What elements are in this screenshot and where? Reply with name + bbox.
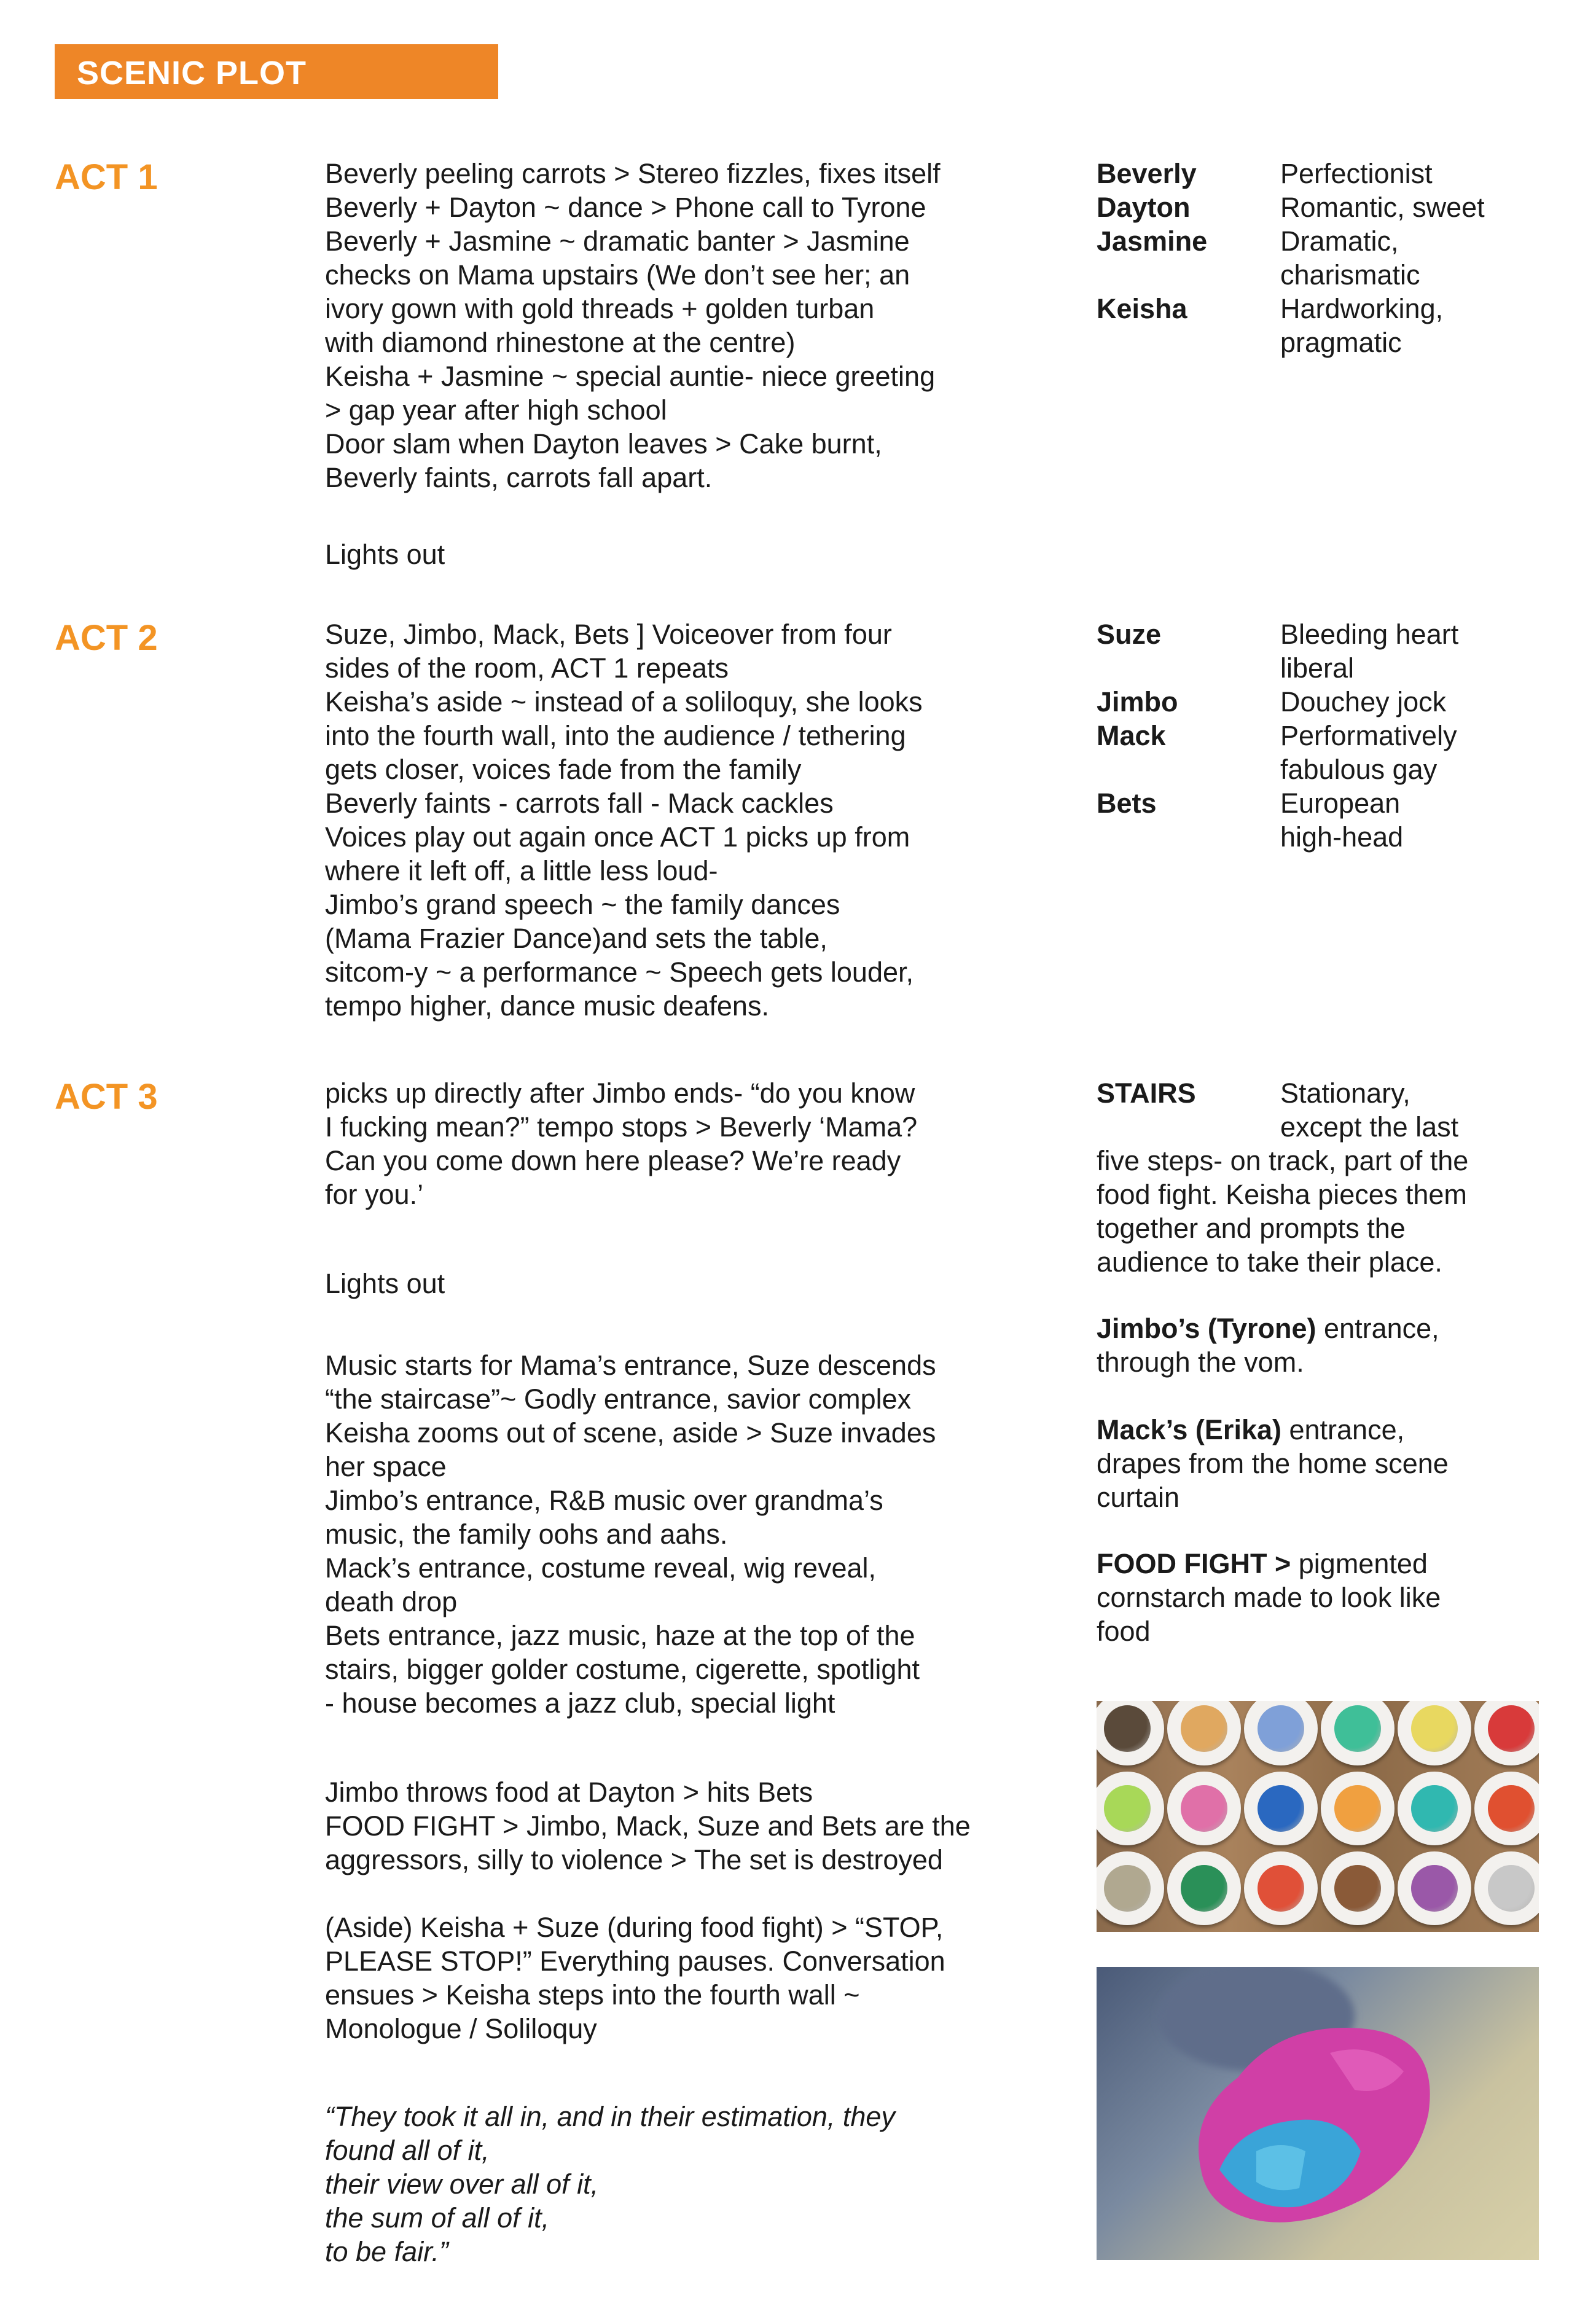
text-line: Can you come down here please? We’re ready	[325, 1145, 901, 1176]
text-line: - house becomes a jazz club, special light	[325, 1687, 835, 1719]
text-line: Beverly peeling carrots > Stereo fizzles, fixes itself	[325, 158, 941, 189]
text-line: Jimbo throws food at Dayton > hits Bets	[325, 1777, 813, 1808]
hand-illustration	[1097, 1967, 1539, 2260]
act-2-character-traits	[1280, 617, 1458, 854]
text-line: death drop	[325, 1586, 458, 1617]
text-line: > gap year after high school	[325, 394, 667, 426]
text-line: high-head	[1280, 821, 1404, 853]
text-line: Suze, Jimbo, Mack, Bets ] Voiceover from four	[325, 619, 892, 650]
text-line: drapes from the home scene	[1097, 1448, 1449, 1479]
note-text: entrance,	[1316, 1313, 1439, 1344]
text-line: five steps- on track, part of the	[1097, 1145, 1469, 1176]
text-line: the sum of all of it,	[325, 2202, 550, 2234]
text-line: Jimbo	[1097, 686, 1178, 717]
text-line: Suze	[1097, 619, 1162, 650]
act-2-label: ACT 2	[55, 618, 158, 658]
stairs-description-cont	[1097, 1144, 1468, 1279]
text-line: Beverly + Jasmine ~ dramatic banter > Jasmine	[325, 225, 910, 257]
text-line: Dayton	[1097, 192, 1191, 223]
text-line: Beverly faints - carrots fall - Mack cackles	[325, 788, 834, 819]
stairs-label	[1097, 1076, 1196, 1110]
text-line: for you.’	[325, 1179, 424, 1210]
text-line: Keisha’s aside ~ instead of a soliloquy, she looks	[325, 686, 923, 717]
text-line: aggressors, silly to violence > The set is destroyed	[325, 1844, 943, 1875]
pigment-bowl	[1398, 1772, 1471, 1845]
text-line: Douchey jock	[1280, 686, 1447, 717]
text-line: with diamond rhinestone at the centre)	[325, 327, 796, 358]
text-line: European	[1280, 788, 1401, 819]
act-3-food-fight	[325, 1775, 971, 1877]
act-1-characters	[1097, 157, 1207, 326]
pigment-bowl	[1398, 1701, 1471, 1765]
act-2-description	[325, 617, 923, 1023]
note-heading: FOOD FIGHT >	[1097, 1548, 1291, 1579]
pigment-bowl	[1398, 1851, 1471, 1925]
text-line: music, the family oohs and aahs.	[325, 1519, 728, 1550]
text-line: Jimbo’s grand speech ~ the family dances	[325, 889, 840, 920]
text-line: into the fourth wall, into the audience / tethering	[325, 720, 906, 751]
text-line: Door slam when Dayton leaves > Cake burnt,	[325, 428, 882, 459]
mack-entrance-note	[1097, 1413, 1449, 1514]
text-line: Lights out	[325, 1268, 445, 1299]
act-1-label: ACT 1	[55, 157, 158, 197]
text-line: ivory gown with gold threads + golden turban	[325, 293, 875, 324]
text-line: food fight. Keisha pieces them	[1097, 1179, 1467, 1210]
text-line: Performatively	[1280, 720, 1457, 751]
text-line: Perfectionist	[1280, 158, 1433, 189]
note-text: entrance,	[1281, 1414, 1405, 1445]
note-text: pigmented	[1291, 1548, 1428, 1579]
text-line: tempo higher, dance music deafens.	[325, 990, 769, 1022]
title-banner	[55, 44, 498, 99]
pigment-bowl	[1244, 1851, 1318, 1925]
text-line: Monologue / Soliloquy	[325, 2013, 597, 2044]
text-line: curtain	[1097, 1482, 1180, 1513]
text-line: Mack	[1097, 720, 1166, 751]
text-line: stairs, bigger golder costume, cigerette, spotlight	[325, 1654, 920, 1685]
text-line: picks up directly after Jimbo ends- “do you know	[325, 1077, 915, 1109]
text-line: audience to take their place.	[1097, 1246, 1442, 1278]
text-line: charismatic	[1280, 259, 1420, 291]
pigment-hand-photo	[1097, 1967, 1539, 2260]
text-line: her space	[325, 1451, 447, 1482]
act-3-intro	[325, 1076, 917, 1211]
text-line: Lights out	[325, 539, 445, 570]
text-line: sides of the room, ACT 1 repeats	[325, 652, 729, 684]
text-line: Hardworking,	[1280, 293, 1444, 324]
note-heading: Jimbo’s (Tyrone)	[1097, 1313, 1316, 1344]
pigment-bowl	[1474, 1772, 1539, 1845]
act-1-lights-out	[325, 538, 445, 571]
pigment-bowls-photo	[1097, 1701, 1539, 1932]
text-line	[1097, 651, 1178, 685]
text-line: gets closer, voices fade from the family	[325, 754, 802, 785]
pigment-bowl	[1474, 1851, 1539, 1925]
text-line	[1097, 752, 1178, 786]
food-fight-note	[1097, 1547, 1441, 1648]
text-line: Voices play out again once ACT 1 picks up from	[325, 821, 910, 853]
text-line: except the last	[1280, 1111, 1459, 1143]
text-line: (Mama Frazier Dance)and sets the table,	[325, 923, 827, 954]
text-line: Bleeding heart	[1280, 619, 1459, 650]
pigment-bowl	[1097, 1701, 1164, 1765]
text-line: Keisha zooms out of scene, aside > Suze invades	[325, 1417, 936, 1448]
page-title: SCENIC PLOT	[77, 55, 307, 92]
pigment-bowl	[1097, 1772, 1164, 1845]
text-line: Keisha + Jasmine ~ special auntie- niece greeting	[325, 361, 936, 392]
text-line: cornstarch made to look like	[1097, 1582, 1441, 1613]
text-line: Beverly faints, carrots fall apart.	[325, 462, 713, 493]
act-1-description	[325, 157, 941, 495]
text-line: STAIRS	[1097, 1077, 1196, 1109]
act-3-quote	[325, 2100, 895, 2269]
text-line	[1097, 258, 1207, 292]
pigment-bowl	[1321, 1701, 1395, 1765]
act-1-character-traits	[1280, 157, 1485, 359]
text-line: Mack’s entrance, costume reveal, wig reveal,	[325, 1552, 877, 1584]
text-line: through the vom.	[1097, 1347, 1304, 1378]
text-line: Bets	[1097, 788, 1157, 819]
note-heading: Mack’s (Erika)	[1097, 1414, 1281, 1445]
text-line: sitcom-y ~ a performance ~ Speech gets louder,	[325, 956, 914, 988]
text-line: checks on Mama upstairs (We don’t see her; an	[325, 259, 910, 291]
text-line: Music starts for Mama’s entrance, Suze descends	[325, 1350, 936, 1381]
text-line: “They took it all in, and in their estimation, they	[325, 2101, 895, 2132]
text-line: Beverly + Dayton ~ dance > Phone call to Tyrone	[325, 192, 926, 223]
pigment-bowl	[1167, 1851, 1241, 1925]
text-line: Bets entrance, jazz music, haze at the top of the	[325, 1620, 915, 1651]
text-line: found all of it,	[325, 2135, 490, 2166]
text-line: their view over all of it,	[325, 2168, 599, 2200]
pigment-bowl	[1167, 1701, 1241, 1765]
text-line: (Aside) Keisha + Suze (during food fight) > “STOP,	[325, 1912, 944, 1943]
text-line: Keisha	[1097, 293, 1187, 324]
text-line: food	[1097, 1616, 1151, 1647]
pigment-bowl	[1321, 1772, 1395, 1845]
text-line: I fucking mean?” tempo stops > Beverly ‘Mama?	[325, 1111, 918, 1143]
pigment-bowl	[1244, 1701, 1318, 1765]
pigment-bowl	[1321, 1851, 1395, 1925]
jimbo-entrance-note	[1097, 1312, 1439, 1379]
text-line: to be fair.”	[325, 2236, 448, 2267]
act-3-lights-out	[325, 1267, 445, 1300]
text-line: where it left off, a little less loud-	[325, 855, 718, 886]
text-line: Stationary,	[1280, 1077, 1410, 1109]
text-line: Beverly	[1097, 158, 1197, 189]
text-line: PLEASE STOP!” Everything pauses. Conversation	[325, 1945, 945, 1977]
text-line: Romantic, sweet	[1280, 192, 1485, 223]
text-line: fabulous gay	[1280, 754, 1438, 785]
pigment-bowl	[1244, 1772, 1318, 1845]
text-line: pragmatic	[1280, 327, 1402, 358]
text-line: FOOD FIGHT > Jimbo, Mack, Suze and Bets are the	[325, 1810, 971, 1842]
text-line: Dramatic,	[1280, 225, 1399, 257]
text-line: Jimbo’s entrance, R&B music over grandma’s	[325, 1485, 883, 1516]
act-2-characters	[1097, 617, 1178, 820]
text-line: liberal	[1280, 652, 1355, 684]
act-3-label: ACT 3	[55, 1077, 158, 1117]
text-line: Jasmine	[1097, 225, 1208, 257]
act-3-entrances	[325, 1348, 936, 1720]
act-3-aside	[325, 1910, 945, 2046]
pigment-bowl	[1474, 1701, 1539, 1765]
pigment-bowl	[1097, 1851, 1164, 1925]
text-line: together and prompts the	[1097, 1213, 1406, 1244]
text-line: ensues > Keisha steps into the fourth wall ~	[325, 1979, 860, 2011]
text-line: “the staircase”~ Godly entrance, savior complex	[325, 1383, 912, 1415]
stairs-description	[1280, 1076, 1458, 1144]
pigment-bowl	[1167, 1772, 1241, 1845]
